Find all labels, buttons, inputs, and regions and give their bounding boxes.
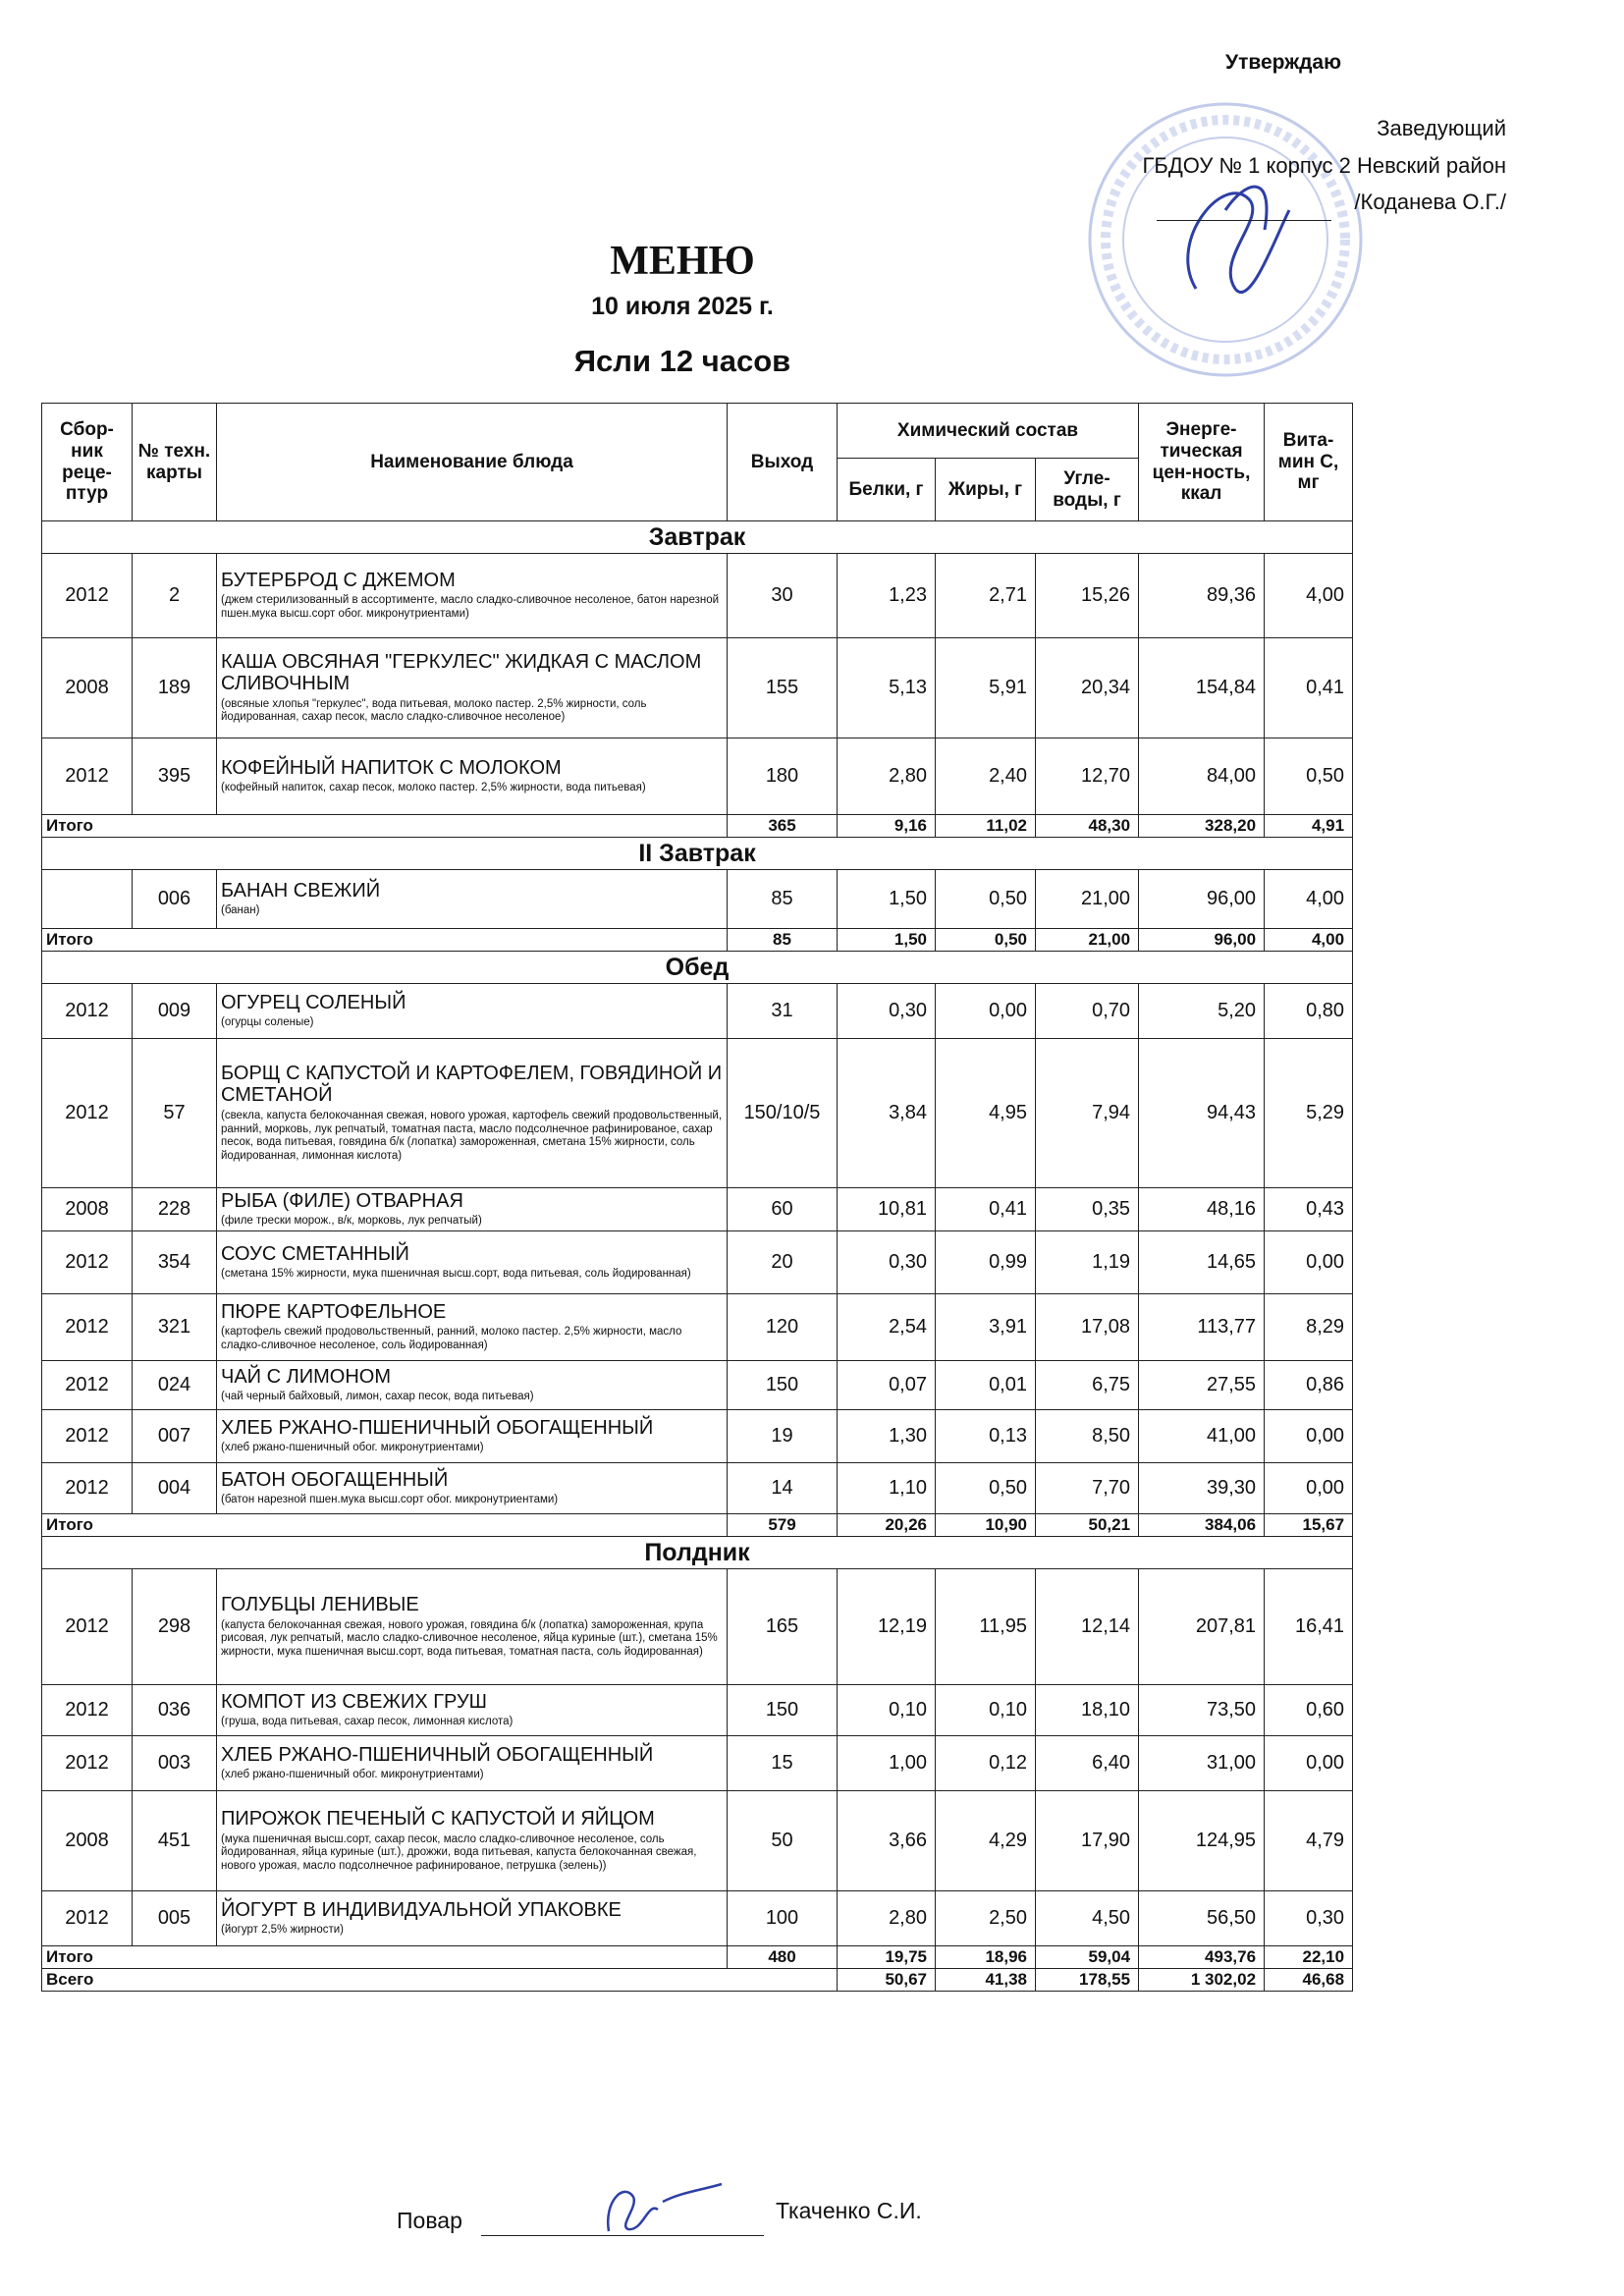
dish-yield: 30 [728,554,838,638]
total-protein: 19,75 [838,1946,936,1969]
dish-composition: (йогурт 2,5% жирности) [221,1924,345,1937]
dish-row [42,638,1353,738]
dish-row [42,1685,1353,1736]
dish-fat: 0,99 [936,1231,1036,1294]
dish-fat: 0,50 [936,1463,1036,1514]
dish-protein: 10,81 [838,1188,936,1231]
total-vitamin: 4,91 [1265,815,1353,838]
dish-composition: (капуста белокочанная свежая, нового урожая, говядина б/к (лопатка) замороженная, крупа рисовая, лук репчатый, масло сладко-сливочное несоленое, яйца куриные (шт.), сметана 15% жирности, мука пшеничная высш.сорт, вода питьевая, томатная паста, соль йодированная) [221,1618,718,1659]
dish-cell [217,1039,728,1188]
dish-yield: 20 [728,1231,838,1294]
dish-vitamin: 0,60 [1265,1685,1353,1736]
dish-yield: 60 [728,1188,838,1231]
recipe-collection: 2012 [42,1410,133,1463]
col-chem-header: Химический состав [838,404,1139,459]
dish-energy: 48,16 [1139,1188,1265,1231]
dish-carbs: 15,26 [1036,554,1139,638]
tech-card-number: 451 [133,1791,217,1891]
dish-fat: 0,10 [936,1685,1036,1736]
dish-energy: 73,50 [1139,1685,1265,1736]
dish-energy: 96,00 [1139,870,1265,929]
dish-name: КОМПОТ ИЗ СВЕЖИХ ГРУШ [221,1690,487,1713]
tech-card-number: 006 [133,870,217,929]
dish-protein: 1,50 [838,870,936,929]
dish-protein: 12,19 [838,1569,936,1685]
dish-name: КАША ОВСЯНАЯ "ГЕРКУЛЕС" ЖИДКАЯ С МАСЛОМ СЛИВОЧНЫМ [221,650,702,695]
dish-yield: 180 [728,738,838,815]
dish-carbs: 6,40 [1036,1736,1139,1791]
dish-fat: 2,71 [936,554,1036,638]
total-energy: 384,06 [1139,1514,1265,1537]
total-carbs: 50,21 [1036,1514,1139,1537]
dish-vitamin: 0,50 [1265,738,1353,815]
dish-fat: 3,91 [936,1294,1036,1361]
tech-card-number: 395 [133,738,217,815]
dish-row [42,1791,1353,1891]
dish-carbs: 17,90 [1036,1791,1139,1891]
dish-cell [217,870,728,929]
dish-carbs: 12,70 [1036,738,1139,815]
tech-card-number: 228 [133,1188,217,1231]
dish-energy: 27,55 [1139,1361,1265,1410]
tech-card-number: 2 [133,554,217,638]
dish-carbs: 4,50 [1036,1891,1139,1946]
dish-vitamin: 0,00 [1265,1463,1353,1514]
col-dish-header: Наименование блюда [217,404,728,521]
approval-name: /Коданева О.Г./ [1354,190,1506,214]
section-total-row [42,1514,1353,1537]
cook-name: Ткаченко С.И. [776,2198,922,2223]
tech-card-number: 003 [133,1736,217,1791]
dish-row [42,984,1353,1039]
page-title: МЕНЮ [610,239,755,284]
recipe-collection: 2012 [42,1039,133,1188]
dish-yield: 165 [728,1569,838,1685]
recipe-collection: 2012 [42,1361,133,1410]
recipe-collection: 2012 [42,554,133,638]
dish-fat: 5,91 [936,638,1036,738]
section-title: II Завтрак [42,838,1353,870]
dish-energy: 113,77 [1139,1294,1265,1361]
dish-cell [217,984,728,1039]
section-title: Полдник [42,1537,1353,1569]
recipe-collection: 2012 [42,738,133,815]
dish-row [42,1410,1353,1463]
section-title: Обед [42,952,1353,984]
tech-card-number: 321 [133,1294,217,1361]
dish-fat: 0,50 [936,870,1036,929]
dish-protein: 2,80 [838,738,936,815]
approval-position: Заведующий [1377,116,1506,140]
dish-cell [217,1463,728,1514]
dish-row [42,1039,1353,1188]
dish-fat: 0,00 [936,984,1036,1039]
grand-total-carbs: 178,55 [1036,1969,1139,1992]
tech-card-number: 189 [133,638,217,738]
dish-composition: (свекла, капуста белокочанная свежая, нового урожая, картофель свежий продовольственный, ранний, морковь, лук репчатый, томатная паста, масло подсолнечное рафинированое, сахар песок, вода питьевая, говядина б/к (лопатка) замороженная, сметана 15% жирности, соль йодированная, лимонная кислота) [221,1109,723,1163]
recipe-collection: 2008 [42,1188,133,1231]
total-protein: 9,16 [838,815,936,838]
dish-carbs: 1,19 [1036,1231,1139,1294]
dish-vitamin: 0,00 [1265,1736,1353,1791]
dish-yield: 150/10/5 [728,1039,838,1188]
total-fat: 10,90 [936,1514,1036,1537]
col-yield-header: Выход [728,404,838,521]
dish-fat: 2,40 [936,738,1036,815]
dish-name: ХЛЕБ РЖАНО-ПШЕНИЧНЫЙ ОБОГАЩЕННЫЙ [221,1416,654,1439]
tech-card-number: 005 [133,1891,217,1946]
dish-energy: 39,30 [1139,1463,1265,1514]
menu-body [42,521,1353,1992]
dish-energy: 5,20 [1139,984,1265,1039]
dish-name: КОФЕЙНЫЙ НАПИТОК С МОЛОКОМ [221,756,562,779]
dish-fat: 11,95 [936,1569,1036,1685]
section-header-row [42,1537,1353,1569]
grand-total-fat: 41,38 [936,1969,1036,1992]
dish-vitamin: 0,00 [1265,1231,1353,1294]
dish-energy: 94,43 [1139,1039,1265,1188]
dish-carbs: 17,08 [1036,1294,1139,1361]
total-vitamin: 22,10 [1265,1946,1353,1969]
dish-carbs: 20,34 [1036,638,1139,738]
dish-row [42,554,1353,638]
dish-composition: (филе трески морож., в/к, морковь, лук репчатый) [221,1215,482,1228]
recipe-collection: 2012 [42,1891,133,1946]
dish-cell [217,1891,728,1946]
dish-fat: 4,95 [936,1039,1036,1188]
dish-row [42,738,1353,815]
dish-composition: (хлеб ржано-пшеничный обог. микронутриентами) [221,1442,484,1454]
grand-total-protein: 50,67 [838,1969,936,1992]
dish-carbs: 21,00 [1036,870,1139,929]
dish-yield: 150 [728,1361,838,1410]
tech-card-number: 009 [133,984,217,1039]
total-vitamin: 15,67 [1265,1514,1353,1537]
tech-card-number: 036 [133,1685,217,1736]
tech-card-number: 024 [133,1361,217,1410]
dish-name: ГОЛУБЦЫ ЛЕНИВЫЕ [221,1594,419,1616]
dish-vitamin: 0,80 [1265,984,1353,1039]
dish-carbs: 12,14 [1036,1569,1139,1685]
cook-label: Повар [397,2208,462,2233]
dish-vitamin: 8,29 [1265,1294,1353,1361]
dish-name: ПИРОЖОК ПЕЧЕНЫЙ С КАПУСТОЙ И ЯЙЦОМ [221,1808,655,1831]
dish-yield: 19 [728,1410,838,1463]
total-vitamin: 4,00 [1265,929,1353,952]
dish-composition: (джем стерилизованный в ассортименте, масло сладко-сливочное несоленое, батон нарезной пшен.мука высш.сорт обог. микронутриентами) [221,594,720,621]
total-label: Итого [42,929,728,952]
recipe-collection: 2012 [42,1294,133,1361]
dish-composition: (кофейный напиток, сахар песок, молоко пастер. 2,5% жирности, вода питьевая) [221,782,646,794]
tech-card-number: 007 [133,1410,217,1463]
grand-total-row [42,1969,1353,1992]
recipe-collection: 2012 [42,1463,133,1514]
dish-protein: 1,23 [838,554,936,638]
dish-vitamin: 0,00 [1265,1410,1353,1463]
dish-cell [217,1569,728,1685]
col-collection-header: Сбор-ник реце-птур [42,404,133,521]
dish-energy: 14,65 [1139,1231,1265,1294]
dish-cell [217,1294,728,1361]
recipe-collection: 2012 [42,1569,133,1685]
dish-yield: 120 [728,1294,838,1361]
col-fat-header: Жиры, г [936,459,1036,521]
dish-row [42,1294,1353,1361]
recipe-collection: 2012 [42,984,133,1039]
dish-energy: 84,00 [1139,738,1265,815]
dish-cell [217,1410,728,1463]
dish-fat: 0,12 [936,1736,1036,1791]
dish-yield: 85 [728,870,838,929]
dish-vitamin: 16,41 [1265,1569,1353,1685]
col-carbs-header: Угле-воды, г [1036,459,1139,521]
dish-fat: 2,50 [936,1891,1036,1946]
dish-carbs: 7,94 [1036,1039,1139,1188]
recipe-collection: 2012 [42,1736,133,1791]
total-label: Итого [42,1946,728,1969]
dish-name: ОГУРЕЦ СОЛЕНЫЙ [221,991,406,1013]
recipe-collection: 2008 [42,638,133,738]
col-vitamin-header: Вита-мин С, мг [1265,404,1353,521]
section-header-row [42,838,1353,870]
dish-cell [217,1736,728,1791]
dish-row [42,870,1353,929]
dish-cell [217,1791,728,1891]
total-yield: 85 [728,929,838,952]
section-header-row [42,521,1353,554]
dish-yield: 150 [728,1685,838,1736]
dish-composition: (груша, вода питьевая, сахар песок, лимонная кислота) [221,1716,514,1728]
dish-vitamin: 4,00 [1265,870,1353,929]
dish-carbs: 0,70 [1036,984,1139,1039]
dish-fat: 0,41 [936,1188,1036,1231]
tech-card-number: 298 [133,1569,217,1685]
tech-card-number: 354 [133,1231,217,1294]
total-fat: 11,02 [936,815,1036,838]
dish-name: ПЮРЕ КАРТОФЕЛЬНОЕ [221,1301,447,1323]
recipe-collection: 2012 [42,1685,133,1736]
dish-vitamin: 0,43 [1265,1188,1353,1231]
dish-cell [217,1231,728,1294]
dish-row [42,1736,1353,1791]
section-total-row [42,929,1353,952]
total-yield: 365 [728,815,838,838]
grand-total-energy: 1 302,02 [1139,1969,1265,1992]
dish-energy: 41,00 [1139,1410,1265,1463]
total-energy: 493,76 [1139,1946,1265,1969]
recipe-collection: 2008 [42,1791,133,1891]
dish-protein: 1,00 [838,1736,936,1791]
dish-row [42,1569,1353,1685]
dish-cell [217,1188,728,1231]
total-yield: 480 [728,1946,838,1969]
dish-composition: (сметана 15% жирности, мука пшеничная высш.сорт, вода питьевая, соль йодированная) [221,1268,691,1281]
dish-cell [217,638,728,738]
dish-energy: 31,00 [1139,1736,1265,1791]
total-energy: 96,00 [1139,929,1265,952]
total-protein: 1,50 [838,929,936,952]
tech-card-number: 004 [133,1463,217,1514]
total-carbs: 21,00 [1036,929,1139,952]
tech-card-number: 57 [133,1039,217,1188]
dish-composition: (банан) [221,904,260,917]
grand-total-vitamin: 46,68 [1265,1969,1353,1992]
total-label: Итого [42,1514,728,1537]
dish-composition: (огурцы соленые) [221,1016,314,1029]
dish-energy: 207,81 [1139,1569,1265,1685]
dish-yield: 15 [728,1736,838,1791]
approval-title: Утверждаю [1225,51,1342,74]
total-energy: 328,20 [1139,815,1265,838]
col-techcard-header: № техн. карты [133,404,217,521]
dish-name: ЧАЙ С ЛИМОНОМ [221,1365,391,1388]
dish-protein: 3,66 [838,1791,936,1891]
menu-table [41,403,1353,1992]
section-header-row [42,952,1353,984]
dish-name: БАТОН ОБОГАЩЕННЫЙ [221,1468,449,1491]
total-carbs: 59,04 [1036,1946,1139,1969]
dish-carbs: 8,50 [1036,1410,1139,1463]
total-protein: 20,26 [838,1514,936,1537]
section-total-row [42,1946,1353,1969]
dish-name: БОРЩ С КАПУСТОЙ И КАРТОФЕЛЕМ, ГОВЯДИНОЙ И СМЕТАНОЙ [221,1063,723,1107]
dish-vitamin: 0,30 [1265,1891,1353,1946]
dish-carbs: 18,10 [1036,1685,1139,1736]
dish-carbs: 6,75 [1036,1361,1139,1410]
dish-row [42,1463,1353,1514]
dish-protein: 1,30 [838,1410,936,1463]
dish-carbs: 0,35 [1036,1188,1139,1231]
dish-composition: (чай черный байховый, лимон, сахар песок, вода питьевая) [221,1391,534,1403]
dish-protein: 0,07 [838,1361,936,1410]
dish-fat: 0,01 [936,1361,1036,1410]
dish-protein: 2,80 [838,1891,936,1946]
col-energy-header: Энерге-тическая цен-ность, ккал [1139,404,1265,521]
dish-composition: (хлеб ржано-пшеничный обог. микронутриентами) [221,1769,484,1781]
menu-date: 10 июля 2025 г. [591,293,774,320]
approval-org: ГБДОУ № 1 корпус 2 Невский район [1142,153,1506,178]
dish-name: БУТЕРБРОД С ДЖЕМОМ [221,570,456,591]
recipe-collection [42,870,133,929]
total-label: Итого [42,815,728,838]
dish-yield: 50 [728,1791,838,1891]
dish-row [42,1891,1353,1946]
approval-signature-line [1157,220,1331,221]
dish-protein: 0,30 [838,1231,936,1294]
dish-name: СОУС СМЕТАННЫЙ [221,1242,409,1265]
total-carbs: 48,30 [1036,815,1139,838]
total-fat: 0,50 [936,929,1036,952]
dish-yield: 14 [728,1463,838,1514]
dish-energy: 89,36 [1139,554,1265,638]
dish-vitamin: 4,00 [1265,554,1353,638]
dish-composition: (овсяные хлопья "геркулес", вода питьевая, молоко пастер. 2,5% жирности, соль йодированная, сахар песок, масло сладко-сливочное несоленое) [221,697,647,724]
dish-cell [217,738,728,815]
col-protein-header: Белки, г [838,459,936,521]
dish-yield: 155 [728,638,838,738]
dish-composition: (картофель свежий продовольственный, ранний, молоко пастер. 2,5% жирности, масло сладко-сливочное несоленое, соль йодированная) [221,1326,682,1352]
dish-protein: 2,54 [838,1294,936,1361]
dish-composition: (батон нарезной пшен.мука высш.сорт обог. микронутриентами) [221,1494,559,1506]
dish-fat: 0,13 [936,1410,1036,1463]
dish-protein: 0,30 [838,984,936,1039]
dish-cell [217,1361,728,1410]
section-total-row [42,815,1353,838]
grand-total-label: Всего [42,1969,838,1992]
dish-name: РЫБА (ФИЛЕ) ОТВАРНАЯ [221,1189,463,1212]
section-title: Завтрак [42,521,1353,554]
dish-name: БАНАН СВЕЖИЙ [221,879,381,902]
dish-vitamin: 5,29 [1265,1039,1353,1188]
dish-yield: 100 [728,1891,838,1946]
dish-protein: 1,10 [838,1463,936,1514]
dish-protein: 5,13 [838,638,936,738]
dish-row [42,1231,1353,1294]
dish-energy: 56,50 [1139,1891,1265,1946]
dish-row [42,1361,1353,1410]
group-name: Ясли 12 часов [573,344,791,378]
dish-vitamin: 0,86 [1265,1361,1353,1410]
total-yield: 579 [728,1514,838,1537]
dish-cell [217,554,728,638]
dish-cell [217,1685,728,1736]
dish-name: ХЛЕБ РЖАНО-ПШЕНИЧНЫЙ ОБОГАЩЕННЫЙ [221,1743,654,1766]
dish-protein: 0,10 [838,1685,936,1736]
total-fat: 18,96 [936,1946,1036,1969]
dish-yield: 31 [728,984,838,1039]
dish-composition: (мука пшеничная высш.сорт, сахар песок, масло сладко-сливочное несоленое, соль йодированная, яйца куриные (шт.), дрожжи, вода питьевая, капуста белокочанная свежая, нового урожая, масло подсолнечное рафинированое, петрушка (зелень)) [221,1832,697,1873]
recipe-collection: 2012 [42,1231,133,1294]
dish-name: ЙОГУРТ В ИНДИВИДУАЛЬНОЙ УПАКОВКЕ [221,1898,622,1921]
dish-vitamin: 0,41 [1265,638,1353,738]
dish-fat: 4,29 [936,1791,1036,1891]
cook-signature [589,2172,727,2241]
dish-energy: 154,84 [1139,638,1265,738]
dish-protein: 3,84 [838,1039,936,1188]
dish-vitamin: 4,79 [1265,1791,1353,1891]
dish-carbs: 7,70 [1036,1463,1139,1514]
dish-energy: 124,95 [1139,1791,1265,1891]
dish-row [42,1188,1353,1231]
